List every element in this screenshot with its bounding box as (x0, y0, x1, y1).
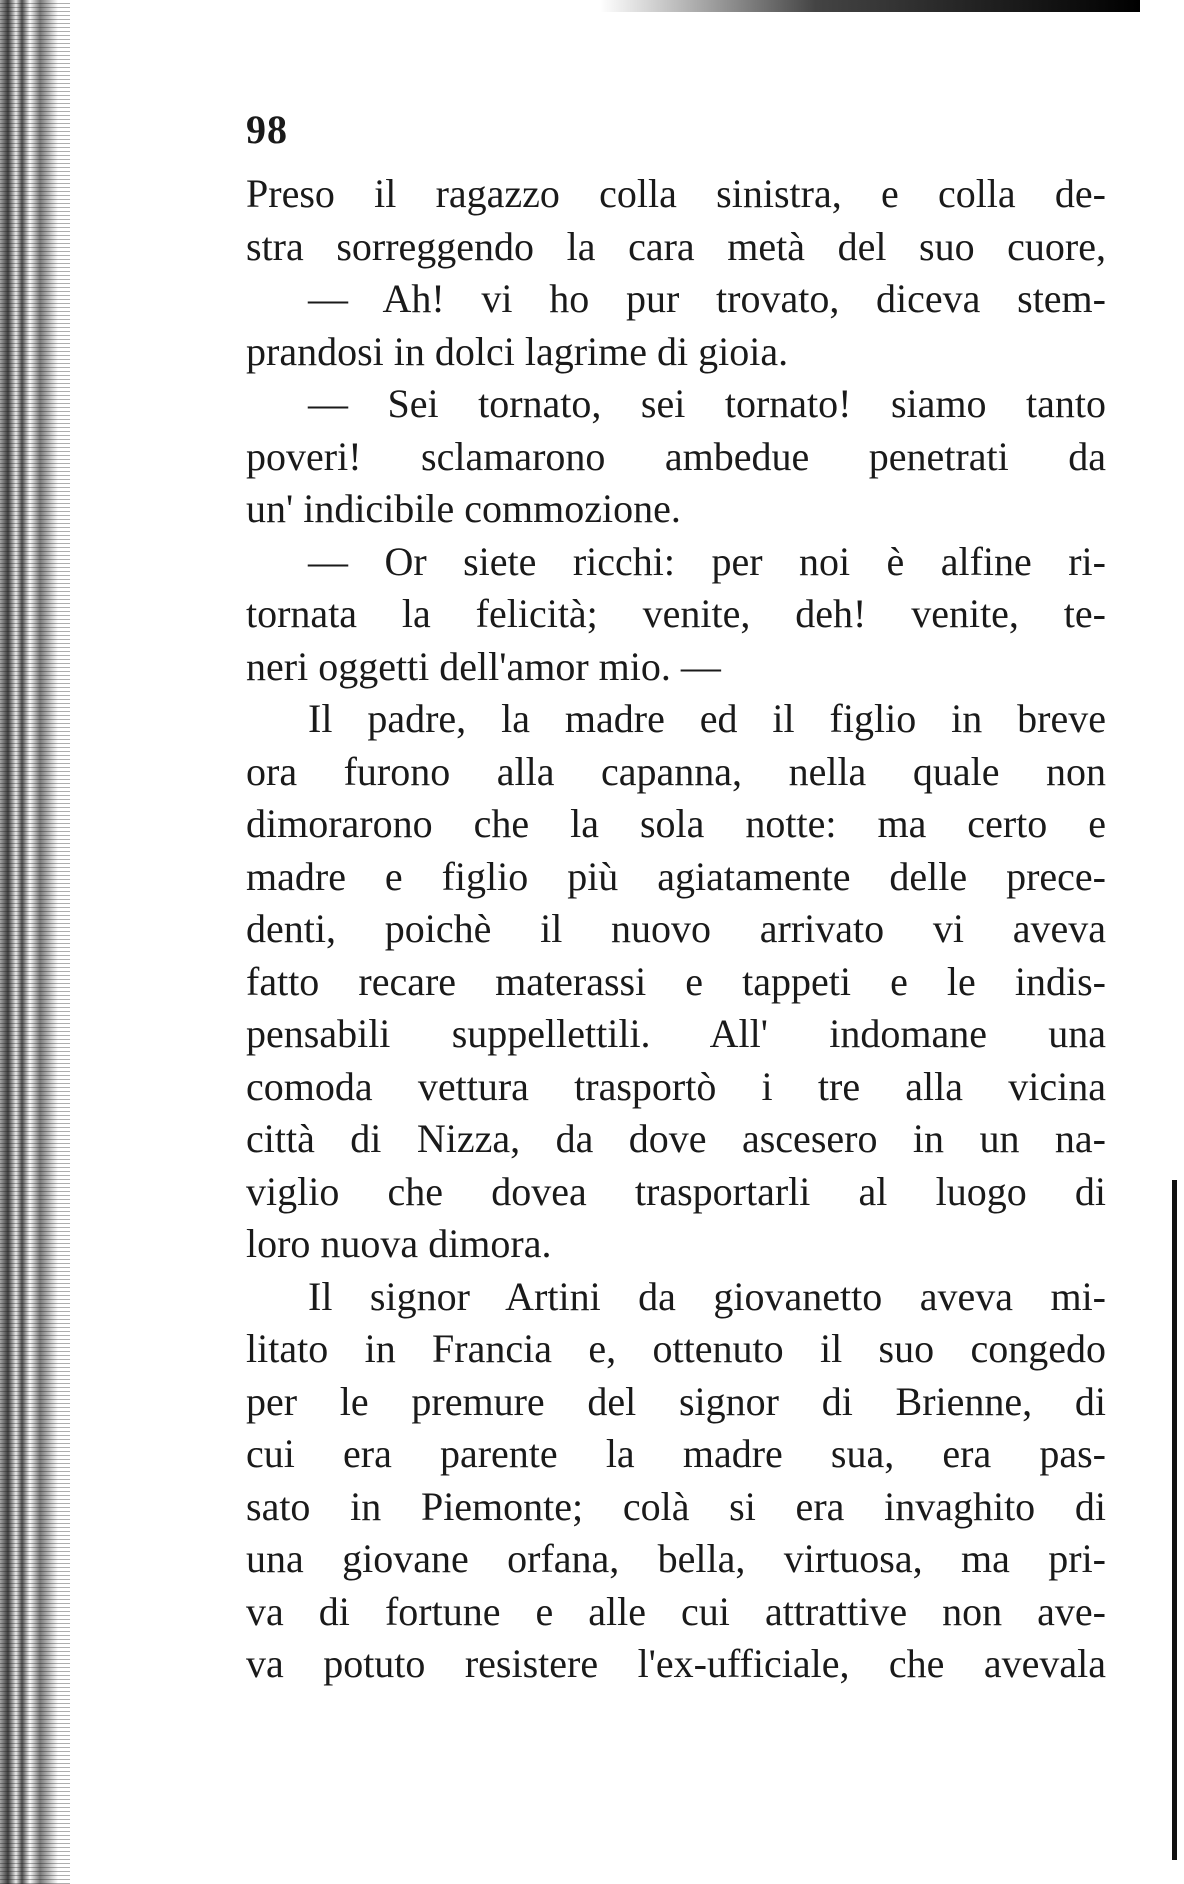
text-line: una giovane orfana, bella, virtuosa, ma pri- (246, 1536, 1106, 1581)
text-line: pensabili suppellettili. All' indomane una (246, 1011, 1106, 1056)
text-line: per le premure del signor di Brienne, di (246, 1378, 1106, 1424)
text-line: — Sei tornato, sei tornato! siamo tanto (308, 381, 1106, 426)
text-line: cui era parente la madre sua, era pas- (246, 1431, 1106, 1476)
text-line: denti, poichè il nuovo arrivato vi aveva (246, 906, 1106, 951)
text-line: comoda vettura trasportò i tre alla vicina (246, 1063, 1106, 1109)
text-line: dimorarono che la sola notte: ma certo e (246, 801, 1106, 846)
scan-top-edge (600, 0, 1140, 12)
text-line: fatto recare materassi e tappeti e le indis- (246, 958, 1106, 1004)
text-line: tornata la felicità; venite, deh! venite, te- (246, 591, 1106, 636)
text-line: città di Nizza, da dove ascesero in un na- (246, 1116, 1106, 1161)
body-text (246, 168, 1106, 1691)
text-line: va di fortune e alle cui attrattive non ave- (246, 1588, 1106, 1634)
text-line: prandosi in dolci lagrime di gioia. (246, 328, 789, 374)
text-line: loro nuova dimora. (246, 1221, 552, 1266)
text-line: Il signor Artini da giovanetto aveva mi- (308, 1273, 1106, 1319)
text-line: madre e figlio più agiatamente delle prece- (246, 853, 1106, 899)
text-line: ora furono alla capanna, nella quale non (246, 748, 1106, 794)
text-line: — Or siete ricchi: per noi è alfine ri- (308, 538, 1106, 584)
text-line: litato in Francia e, ottenuto il suo congedo (246, 1326, 1106, 1371)
text-line: viglio che dovea trasportarli al luogo di (246, 1168, 1106, 1214)
text-line: un' indicibile commozione. (246, 486, 681, 531)
scan-right-edge (1172, 1180, 1177, 1860)
page-number: 98 (246, 107, 288, 152)
text-line: stra sorreggendo la cara metà del suo cuore, (246, 223, 1106, 269)
text-line: neri oggetti dell'amor mio. — (246, 643, 721, 689)
text-line: va potuto resistere l'ex-ufficiale, che avevala (246, 1641, 1106, 1686)
text-line: Il padre, la madre ed il figlio in breve (308, 696, 1106, 741)
text-line: — Ah! vi ho pur trovato, diceva stem- (308, 276, 1106, 321)
text-line: sato in Piemonte; colà si era invaghito di (246, 1483, 1106, 1529)
page-binding-edge (0, 0, 70, 1884)
text-line: poveri! sclamarono ambedue penetrati da (246, 433, 1106, 479)
text-line: Preso il ragazzo colla sinistra, e colla de- (246, 171, 1106, 216)
